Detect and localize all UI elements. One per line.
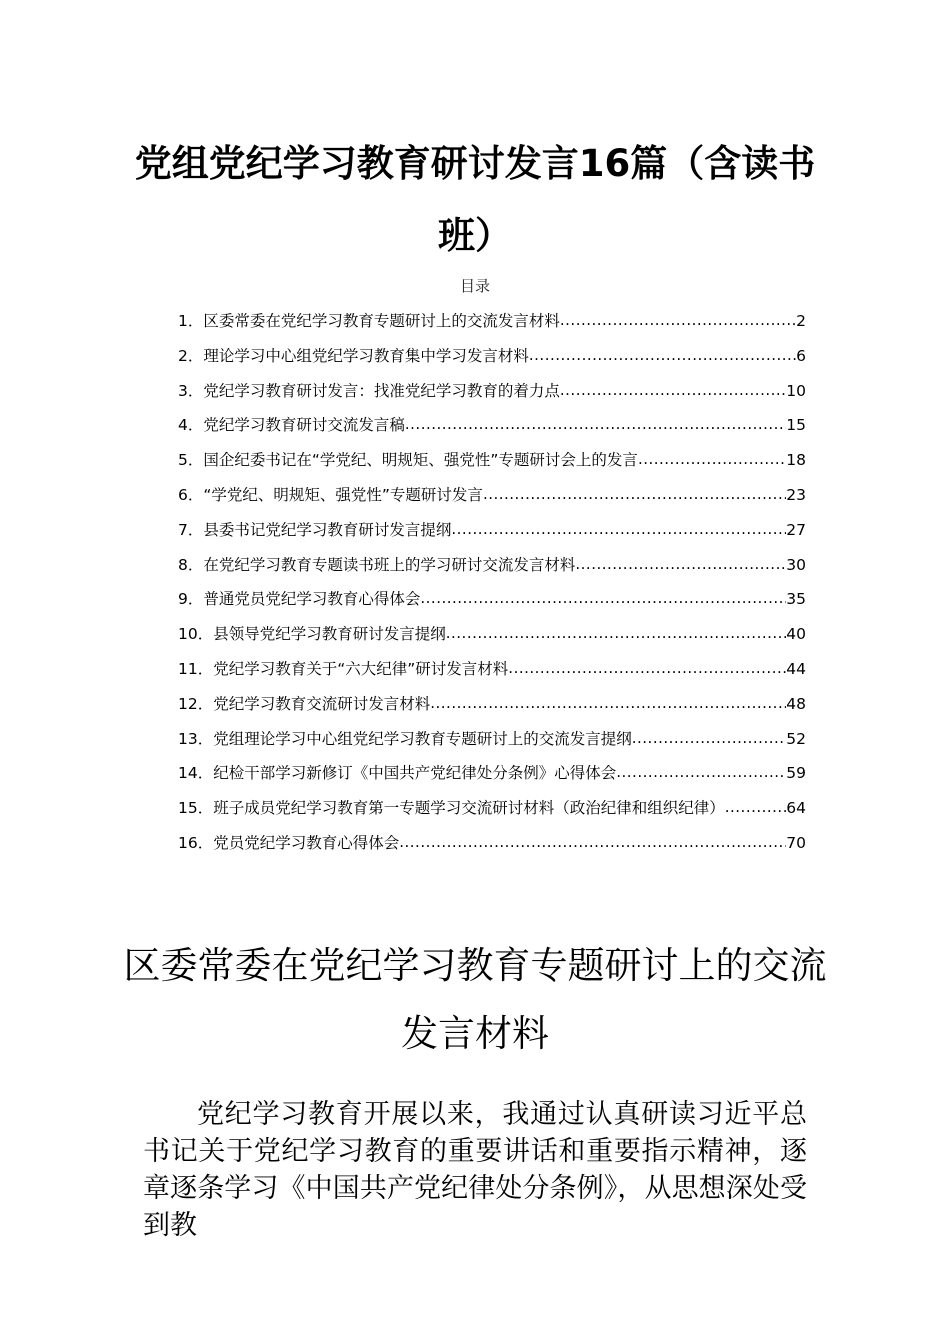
toc-entry-title: 国企纪委书记在“学党纪、明规矩、强党性”专题研讨会上的发言 [203, 451, 638, 470]
section-title: 区委常委在党纪学习教育专题研讨上的交流发言材料 [123, 944, 827, 1055]
toc-entry-number: 8． [178, 555, 204, 574]
toc-entry-number: 5． [178, 451, 204, 470]
toc-leader-dots [430, 693, 786, 709]
table-of-contents [178, 310, 806, 867]
toc-entry-page: 64 [786, 799, 806, 818]
toc-entry-title: 在党纪学习教育专题读书班上的学习研讨交流发言材料 [203, 555, 576, 574]
toc-entry-page: 18 [786, 451, 806, 470]
toc-entry-page: 15 [786, 416, 806, 435]
toc-entry-title: 区委常委在党纪学习教育专题研讨上的交流发言材料 [203, 312, 560, 330]
toc-entry-number: 15． [178, 799, 214, 818]
toc-leader-dots [575, 554, 786, 570]
toc-entry-number: 7． [178, 520, 204, 539]
toc-entry[interactable] [178, 414, 806, 449]
toc-entry-number: 16． [178, 833, 214, 852]
toc-entry-page: 30 [786, 555, 806, 574]
toc-entry-title: 县领导党纪学习教育研讨发言提纲 [213, 625, 446, 644]
toc-entry-page: 44 [786, 659, 806, 678]
toc-entry-number: 4． [178, 416, 204, 435]
toc-entry-number: 10． [178, 625, 214, 644]
toc-entry-page: 2 [796, 312, 806, 330]
toc-entry-title: 党纪学习教育交流研讨发言材料 [213, 694, 431, 713]
toc-entry[interactable] [178, 623, 806, 658]
toc-entry-title: 普通党员党纪学习教育心得体会 [203, 590, 421, 609]
toc-entry-number: 14． [178, 764, 214, 783]
toc-entry-page: 40 [786, 625, 806, 644]
toc-entry-page: 10 [786, 381, 806, 400]
toc-entry-page: 48 [786, 694, 806, 713]
toc-entry-page: 35 [786, 590, 806, 609]
toc-entry-title: 班子成员党纪学习教育第一专题学习交流研讨材料（政治纪律和组织纪律） [213, 799, 725, 818]
toc-leader-dots [560, 380, 786, 396]
toc-leader-dots [399, 832, 786, 848]
toc-entry[interactable] [178, 728, 806, 763]
toc-entry-number: 1． [178, 312, 204, 330]
toc-leader-dots [451, 519, 786, 535]
toc-entry-page: 6 [796, 346, 806, 365]
toc-entry-title: 党组理论学习中心组党纪学习教育专题研讨上的交流发言提纲 [213, 729, 632, 748]
toc-entry[interactable] [178, 658, 806, 693]
toc-entry[interactable] [178, 693, 806, 728]
toc-entry-page: 23 [786, 485, 806, 504]
toc-entry-title: “学党纪、明规矩、强党性”专题研讨发言 [203, 485, 483, 504]
toc-entry[interactable] [178, 832, 806, 867]
toc-entry-page: 59 [786, 764, 806, 783]
toc-entry[interactable] [178, 449, 806, 484]
toc-entry-number: 2． [178, 346, 204, 365]
toc-leader-dots [508, 658, 786, 674]
toc-entry-title: 党员党纪学习教育心得体会 [213, 833, 400, 852]
toc-leader-dots [632, 728, 787, 744]
toc-entry[interactable] [178, 519, 806, 554]
toc-leader-dots [446, 623, 787, 639]
toc-entry[interactable] [178, 797, 806, 832]
toc-leader-dots [638, 449, 786, 465]
toc-entry-number: 9． [178, 590, 204, 609]
toc-entry-number: 13． [178, 729, 214, 748]
toc-entry[interactable] [178, 345, 806, 380]
toc-entry[interactable] [178, 310, 806, 345]
toc-entry-number: 3． [178, 381, 204, 400]
toc-entry-number: 6． [178, 485, 204, 504]
toc-entry-page: 27 [786, 520, 806, 539]
toc-entry-number: 12． [178, 694, 214, 713]
toc-leader-dots [405, 414, 786, 430]
toc-entry-title: 党纪学习教育研讨交流发言稿 [203, 416, 405, 435]
toc-entry-title: 纪检干部学习新修订《中国共产党纪律处分条例》心得体会 [213, 764, 617, 783]
toc-leader-dots [483, 484, 786, 500]
toc-entry-page: 70 [786, 833, 806, 852]
toc-entry-number: 11． [178, 659, 214, 678]
toc-entry-title: 理论学习中心组党纪学习教育集中学习发言材料 [203, 346, 529, 365]
toc-entry[interactable] [178, 588, 806, 623]
toc-entry-title: 党纪学习教育关于“六大纪律”研讨发言材料 [213, 659, 509, 678]
toc-entry[interactable] [178, 554, 806, 589]
toc-heading: 目录 [459, 277, 490, 295]
toc-leader-dots [420, 588, 786, 604]
toc-entry[interactable] [178, 380, 806, 415]
toc-leader-dots [529, 345, 796, 361]
toc-entry[interactable] [178, 762, 806, 797]
body-paragraph: 党纪学习教育开展以来，我通过认真研读习近平总书记关于党纪学习教育的重要讲话和重要指示精神，逐章逐条学习《中国共产党纪律处分条例》，从思想深处受到教 [143, 1099, 807, 1241]
document-title: 党组党纪学习教育研讨发言16篇（含读书班） [134, 142, 816, 257]
toc-leader-dots [616, 762, 786, 778]
toc-entry[interactable] [178, 484, 806, 519]
toc-leader-dots [725, 797, 787, 813]
toc-entry-title: 县委书记党纪学习教育研讨发言提纲 [203, 520, 452, 539]
toc-entry-title: 党纪学习教育研讨发言：找准党纪学习教育的着力点 [203, 381, 560, 400]
toc-entry-page: 52 [786, 729, 806, 748]
toc-leader-dots [560, 310, 796, 326]
